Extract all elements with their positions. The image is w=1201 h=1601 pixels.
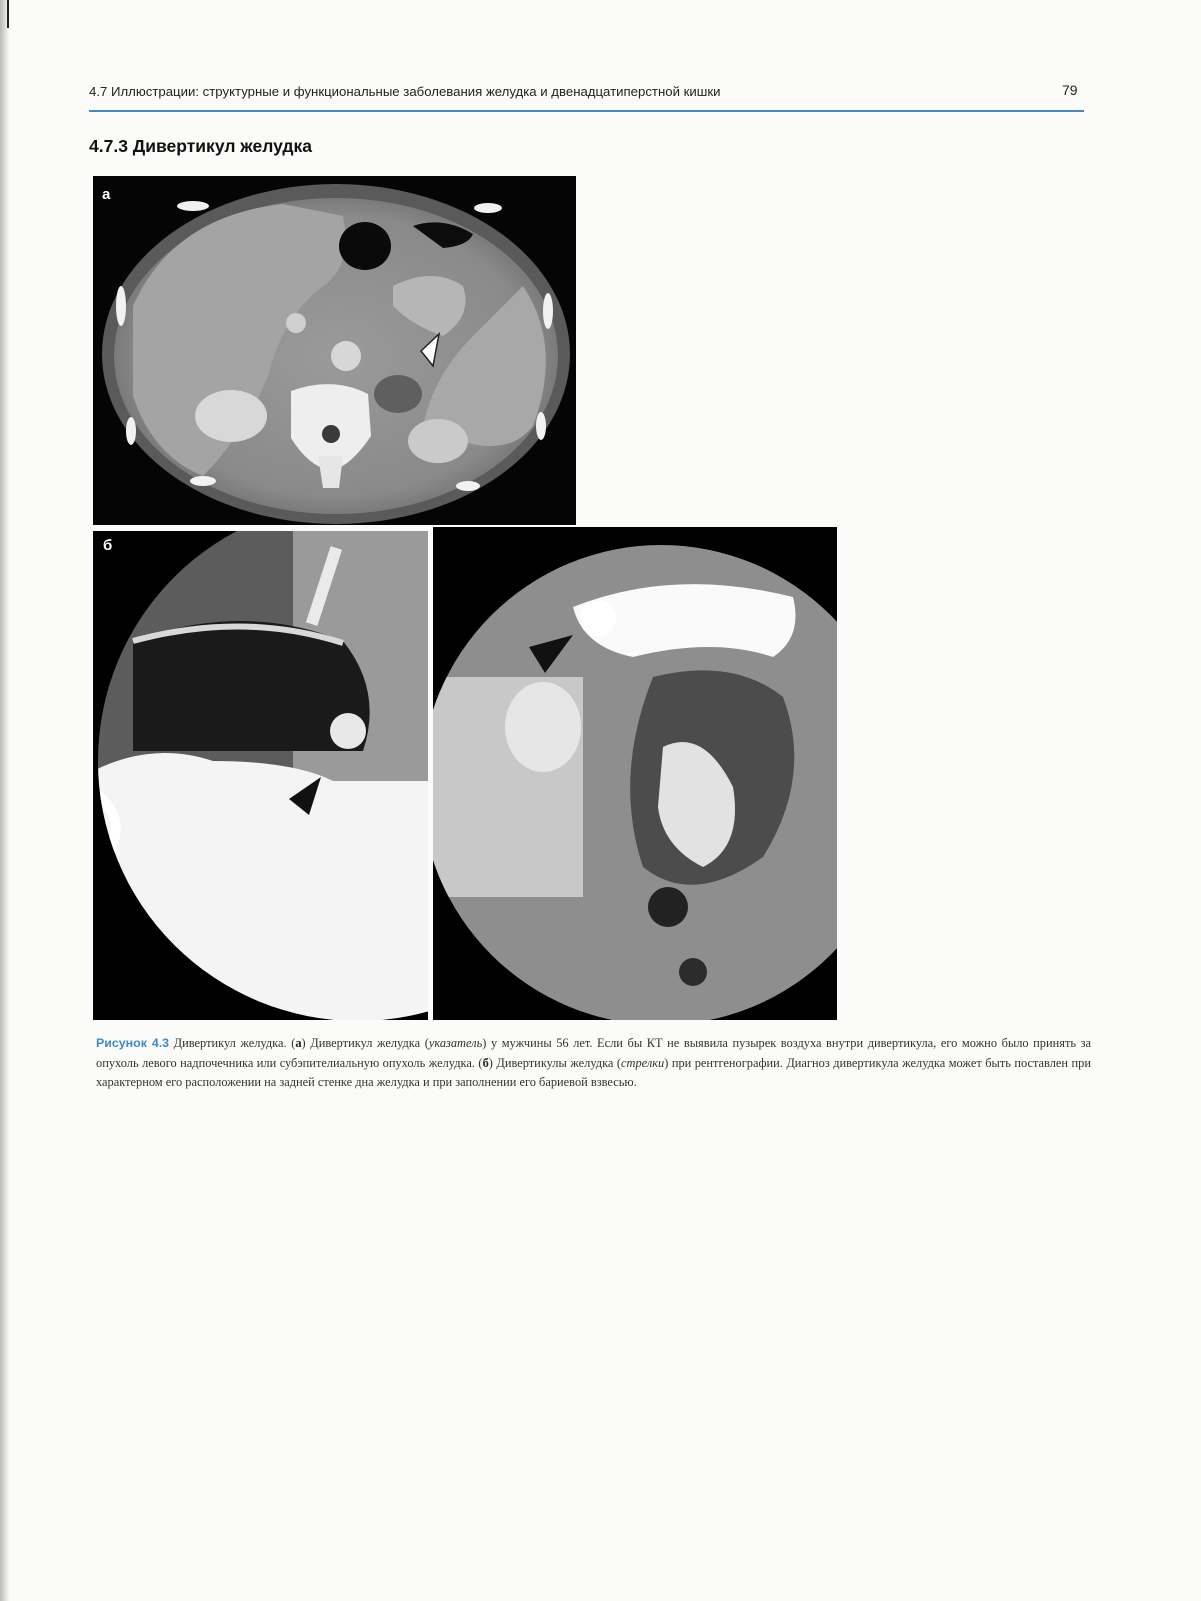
ct-image-panel-a	[93, 176, 576, 525]
caption-paren-close-b: )	[488, 1055, 493, 1070]
spine-mark	[7, 0, 9, 28]
caption-title: Дивертикул желудка.	[173, 1036, 287, 1050]
caption-part-b-2: ) при рентгенографии. Диагноз дивертикула желудка может быть поставлен при характерном его расположении на задней стенке дна желудка и при заполнении его бариевой взвесью.	[96, 1055, 1091, 1089]
running-head: 4.7 Иллюстрации: структурные и функциональные заболевания желудка и двенадцатиперстной кишки	[89, 84, 721, 99]
xray-image-panel-b-right	[433, 527, 837, 1020]
barium-radiograph-left	[93, 531, 428, 1020]
figure-caption	[96, 1034, 1091, 1093]
caption-paren-open-b: (	[478, 1055, 483, 1070]
caption-part-b-1: Дивертикулы желудка (	[496, 1055, 621, 1070]
panel-label-b: б	[103, 537, 113, 554]
caption-part-a-1: Дивертикул желудка (	[310, 1036, 429, 1050]
section-heading: 4.7.3 Дивертикул желудка	[89, 136, 312, 156]
header-rule	[89, 110, 1084, 112]
panel-label-a: а	[102, 186, 111, 203]
caption-part-a-2: ) у мужчины 56 лет. Если бы КТ не выявила пузырек воздуха внутри дивертикула, его можно было принять за опухоль левого надпочечника или субэпителиальную опухоль желудка.	[96, 1036, 1092, 1070]
caption-paren-open-a: (	[291, 1036, 296, 1050]
caption-part-b-italic: стрелки	[621, 1055, 665, 1070]
caption-part-a-italic: указатель	[428, 1036, 483, 1050]
caption-paren-close-a: )	[301, 1036, 306, 1050]
ct-scan-illustration	[93, 176, 576, 525]
figure-label: Рисунок 4.3	[96, 1036, 170, 1050]
page-number: 79	[1062, 82, 1078, 98]
caption-label-a: а	[295, 1036, 302, 1050]
barium-radiograph-right	[433, 527, 837, 1020]
book-spine-shadow	[0, 0, 9, 1601]
caption-label-b: б	[482, 1055, 489, 1070]
xray-image-panel-b-left	[93, 531, 428, 1020]
